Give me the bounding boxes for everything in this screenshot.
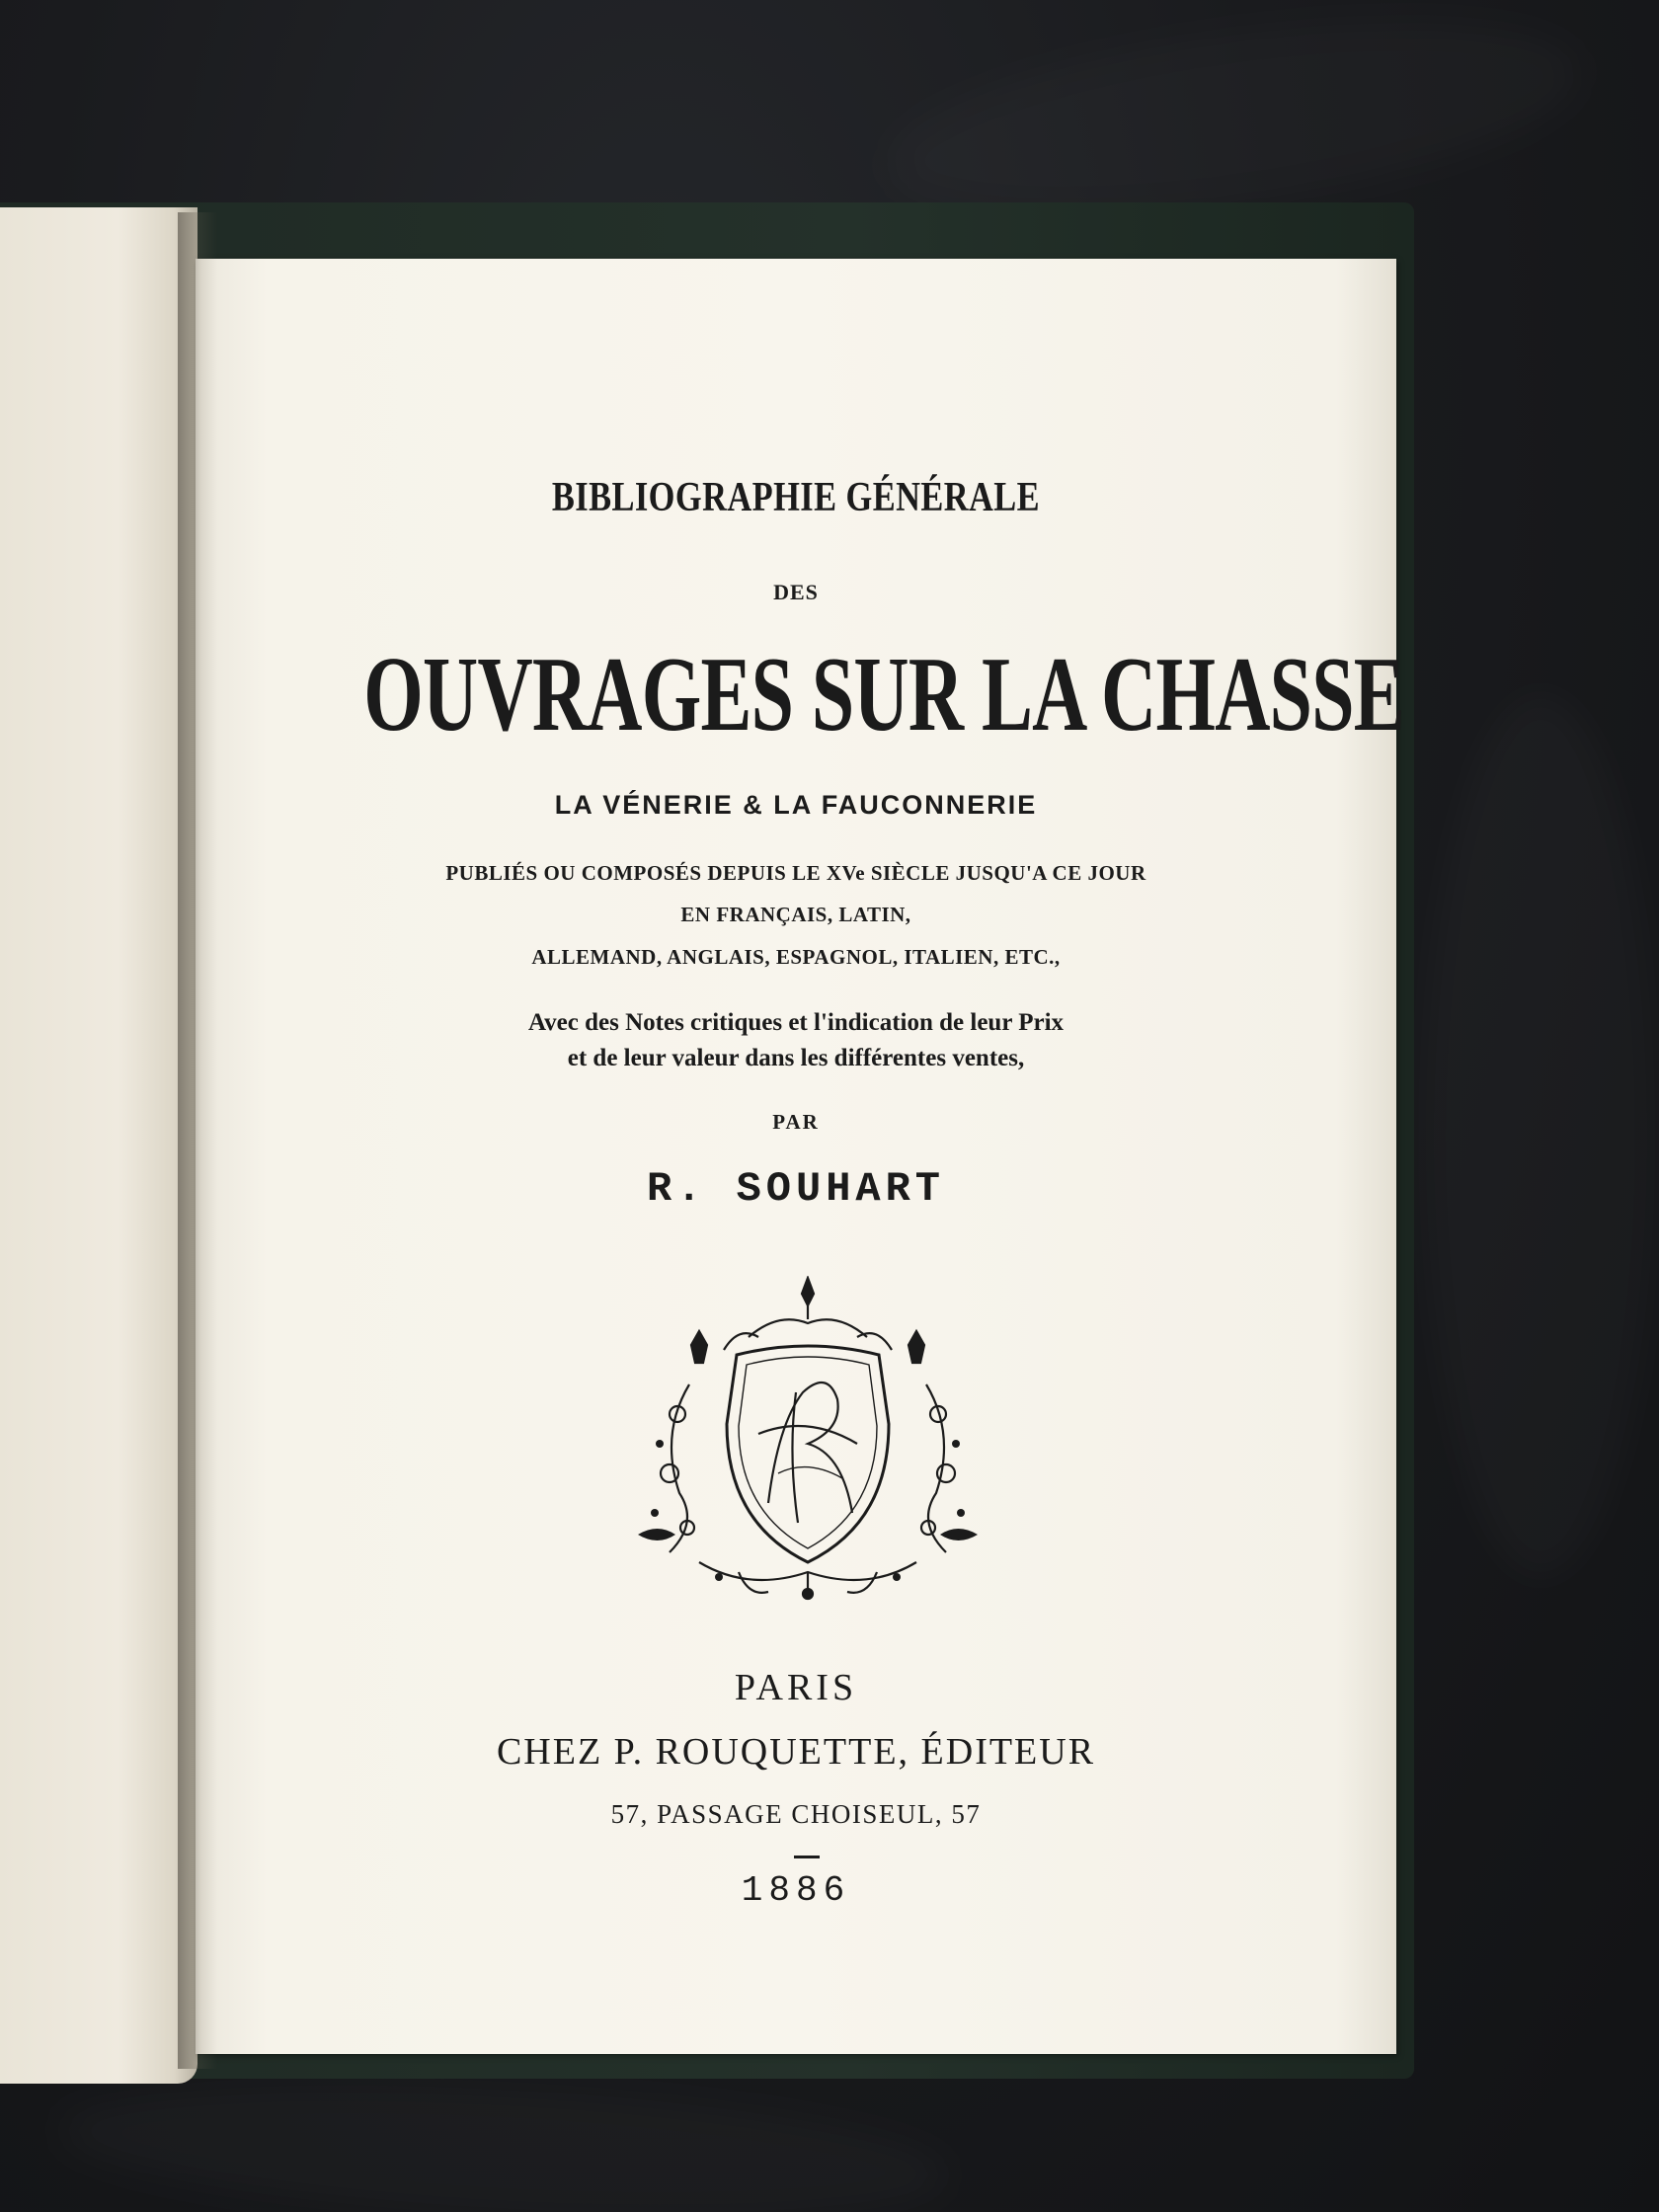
- divider-dash: [794, 1856, 820, 1858]
- author-name: R. SOUHART: [646, 1165, 946, 1213]
- languages-line-1: EN FRANÇAIS, LATIN,: [680, 903, 911, 926]
- publication-year: 1886: [741, 1870, 851, 1911]
- publisher: CHEZ P. ROUQUETTE, ÉDITEUR: [496, 1731, 1096, 1773]
- title-line-des: DES: [773, 580, 819, 604]
- cloth-fold: [1422, 691, 1659, 1580]
- notes-line-1: Avec des Notes critiques et l'indication de leur Prix: [527, 1009, 1065, 1036]
- main-title: OUVRAGES SUR LA CHASSE: [363, 636, 1404, 753]
- spine-gutter-shadow: [178, 212, 217, 2069]
- notes-line-2: et de leur valeur dans les différentes ventes,: [567, 1045, 1025, 1071]
- monogram-vignette-icon: [630, 1276, 986, 1602]
- published-line: PUBLIÉS OU COMPOSÉS DEPUIS LE XVe SIÈCLE JUSQU'A CE JOUR: [445, 861, 1146, 885]
- publisher-address: 57, PASSAGE CHOISEUL, 57: [610, 1799, 982, 1829]
- by-label: PAR: [772, 1110, 820, 1134]
- left-facing-page: [0, 207, 198, 2084]
- title-page: [196, 259, 1404, 2054]
- cloth-fold: [56, 2071, 950, 2212]
- languages-line-2: ALLEMAND, ANGLAIS, ESPAGNOL, ITALIEN, ETC.,: [531, 945, 1061, 969]
- title-line-bibliographie: BIBLIOGRAPHIE GÉNÉRALE: [551, 475, 1041, 520]
- subtitle: LA VÉNERIE & LA FAUCONNERIE: [554, 790, 1038, 820]
- city: PARIS: [734, 1667, 858, 1708]
